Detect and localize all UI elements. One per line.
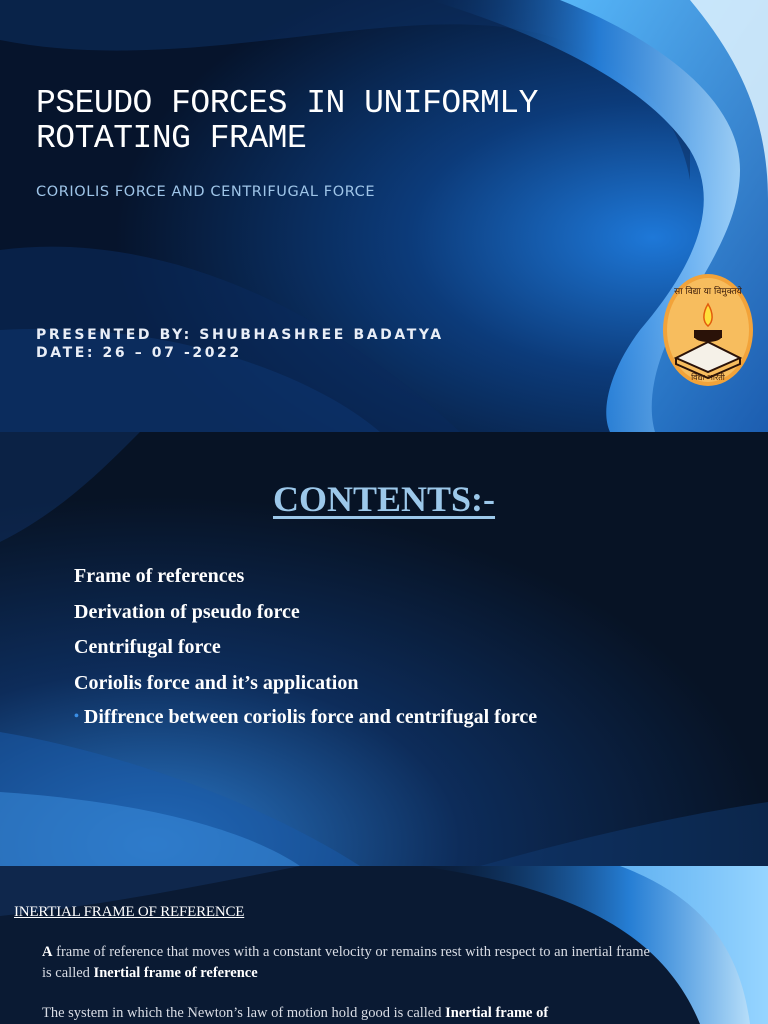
contents-list — [74, 562, 358, 704]
bullet-dot-icon: • — [74, 709, 79, 724]
contents-bullet-item — [74, 706, 537, 729]
presentation-date: DATE: 26 – 07 -2022 — [36, 345, 242, 361]
paragraph-term: Inertial frame of reference — [93, 965, 258, 981]
contents-heading: CONTENTS:- — [272, 479, 496, 519]
paragraph-text: The system in which the Newton’s law of motion hold good is called — [42, 1005, 446, 1021]
contents-item: Derivation of pseudo force — [74, 600, 300, 623]
lamp-on-book-emblem-icon — [661, 272, 755, 388]
paragraph-term: Inertial frame of — [445, 1005, 549, 1021]
contents-item: Centrifugal force — [74, 636, 221, 658]
inertial-definition-paragraph — [42, 942, 662, 984]
swirl-background — [0, 0, 768, 432]
presenter-name: PRESENTED BY: SHUBHASHREE BADATYA — [36, 327, 444, 343]
inertial-frame-slide — [0, 866, 768, 1024]
contents-bullet-label: Diffrence between coriolis force and centrifugal force — [83, 706, 538, 728]
contents-item: Coriolis force and it’s application — [74, 671, 359, 694]
paragraph-text: frame of reference that moves with a constant velocity or remains rest with respect to an inertial frame is called — [42, 944, 650, 981]
presentation-title: PSEUDO FORCES IN UNIFORMLY ROTATING FRAME — [36, 85, 538, 157]
contents-slide — [0, 432, 768, 866]
svg-text:सा विद्या या विमुक्तये: सा विद्या या विमुक्तये — [674, 287, 742, 297]
title-slide — [0, 0, 768, 432]
paragraph-lead: A — [42, 944, 53, 960]
svg-text:विद्या भारती: विद्या भारती — [691, 373, 725, 382]
presentation-subtitle: CORIOLIS FORCE AND CENTRIFUGAL FORCE — [36, 184, 376, 200]
contents-item: Frame of references — [74, 565, 245, 587]
presenter-block — [36, 326, 444, 362]
section-heading: INERTIAL FRAME OF REFERENCE — [14, 904, 245, 920]
newton-law-paragraph — [42, 1003, 662, 1024]
